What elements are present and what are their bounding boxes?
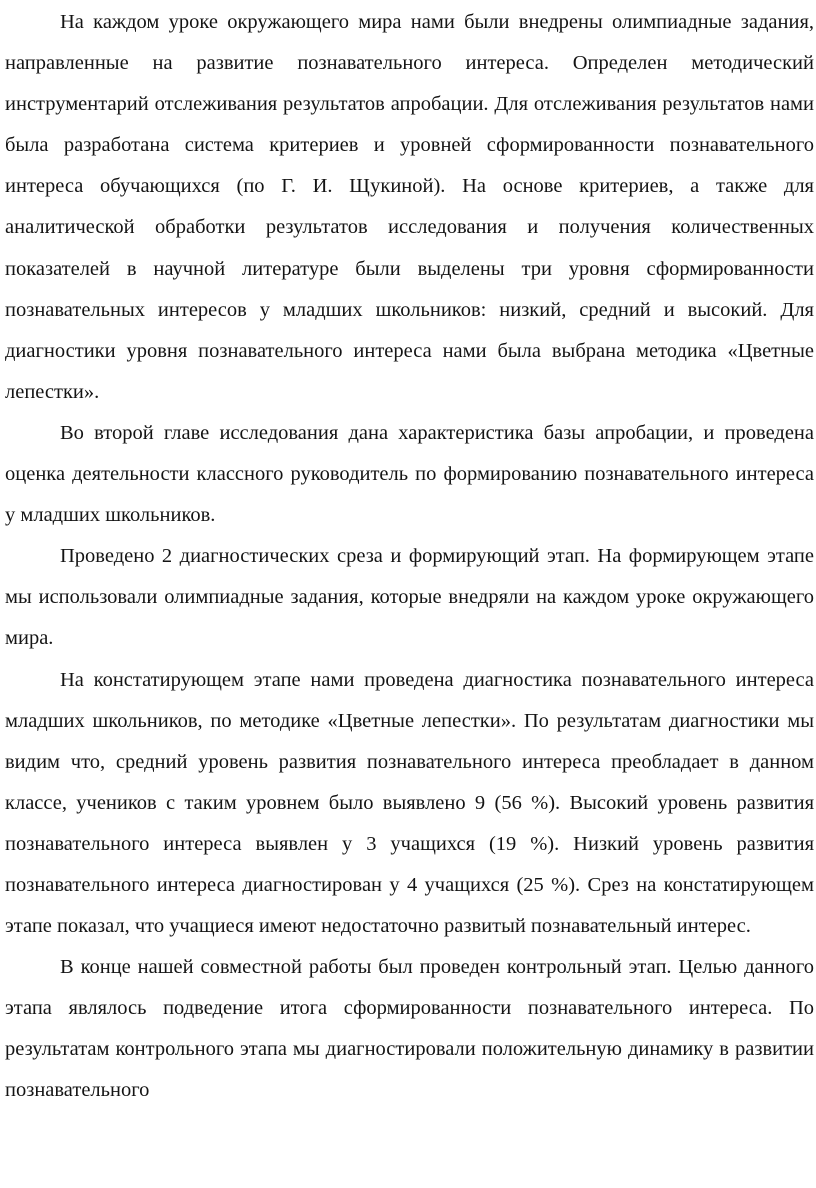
paragraph-diagnostic-slices: Проведено 2 диагностических среза и формирующий этап. На формирующем этапе мы использовали олимпиадные задания, которые внедряли на каждом уроке окружающего мира. xyxy=(5,545,814,650)
paragraph-olympiad-tasks: На каждом уроке окружающего мира нами были внедрены олимпиадные задания, направленные на развитие познавательного интереса. Определен методический инструментарий отслеживания результатов апробации. Для отслеживания результатов нами была разработана система критериев и уровней сформированности познавательного интереса обучающихся (по Г. И. Щукиной). На основе критериев, а также для аналитической обработки результатов исследования и получения количественных показателей в научной литературе были выделены три уровня сформированности познавательных интересов у младших школьников: низкий, средний и высокий. Для диагностики уровня познавательного интереса нами была выбрана методика «Цветные лепестки». xyxy=(5,11,814,403)
paragraph-ascertaining-stage: На констатирующем этапе нами проведена диагностика познавательного интереса младших школьников, по методике «Цветные лепестки». По результатам диагностики мы видим что, средний уровень развития познавательного интереса преобладает в данном классе, учеников с таким уровнем было выявлено 9 (56 %). Высокий уровень развития познавательного интереса выявлен у 3 учащихся (19 %). Низкий уровень развития познавательного интереса диагностирован у 4 учащихся (25 %). Срез на констатирующем этапе показал, что учащиеся имеют недостаточно развитый познавательный интерес. xyxy=(5,668,814,938)
paragraph-chapter-two: Во второй главе исследования дана характеристика базы апробации, и проведена оценка деятельности классного руководитель по формированию познавательного интереса у младших школьников. xyxy=(5,421,814,527)
paragraph-control-stage: В конце нашей совместной работы был проведен контрольный этап. Целью данного этапа являлось подведение итога сформированности познавательного интереса. По результатам контрольного этапа мы диагностировали положительную динамику в развитии познавательного xyxy=(5,956,814,1102)
document-body xyxy=(5,2,814,1112)
